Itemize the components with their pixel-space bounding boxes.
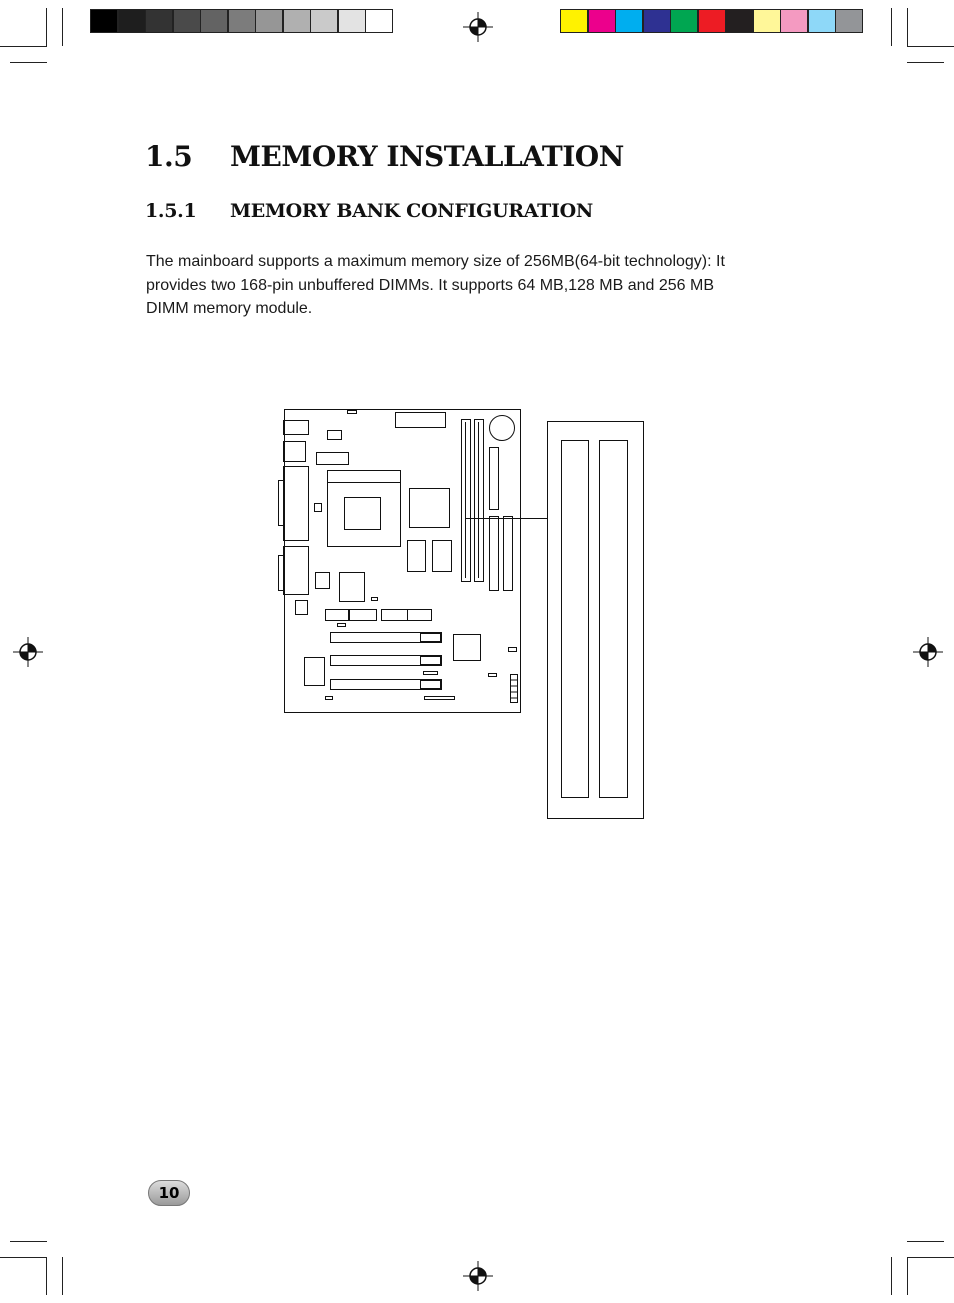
atx-power xyxy=(396,413,446,428)
color-swatch xyxy=(808,9,836,33)
south-bridge-chip xyxy=(454,635,481,661)
board-outline xyxy=(285,410,521,713)
parallel-port xyxy=(284,467,309,541)
color-swatch xyxy=(615,9,643,33)
color-swatch xyxy=(588,9,616,33)
color-swatch xyxy=(725,9,753,33)
color-swatch xyxy=(698,9,726,33)
color-swatch xyxy=(643,9,671,33)
grayscale-swatch xyxy=(283,9,311,33)
mainboard-diagram xyxy=(270,400,660,830)
grayscale-swatch xyxy=(173,9,201,33)
subsection-number: 1.5.1 xyxy=(145,200,197,222)
grayscale-swatch xyxy=(255,9,283,33)
registration-mark-top xyxy=(463,12,493,42)
subsection-title: MEMORY BANK CONFIGURATION xyxy=(230,200,593,222)
color-swatch xyxy=(835,9,863,33)
battery xyxy=(490,416,515,441)
color-swatch xyxy=(670,9,698,33)
section-title: MEMORY INSTALLATION xyxy=(230,140,624,173)
grayscale-swatch xyxy=(310,9,338,33)
color-swatch xyxy=(780,9,808,33)
color-swatch xyxy=(560,9,588,33)
grayscale-swatch xyxy=(200,9,228,33)
grayscale-swatch xyxy=(118,9,146,33)
grayscale-swatch xyxy=(338,9,366,33)
paragraph-line-3: DIMM memory module. xyxy=(146,300,313,317)
paragraph-line-1: The mainboard supports a maximum memory size of 256MB(64-bit technology): It xyxy=(146,253,725,270)
north-bridge-chip xyxy=(410,489,450,528)
grayscale-swatch xyxy=(90,9,118,33)
page-number-badge: 10 xyxy=(148,1180,190,1206)
usb-connector xyxy=(284,442,306,462)
enlarged-dimm-slot-1 xyxy=(562,441,589,798)
subsection-heading xyxy=(145,200,593,222)
section-heading xyxy=(145,140,624,173)
registration-mark-right xyxy=(913,637,943,667)
grayscale-swatch xyxy=(228,9,256,33)
grayscale-swatch xyxy=(145,9,173,33)
paragraph-line-2: provides two 168-pin unbuffered DIMMs. It supports 64 MB,128 MB and 256 MB xyxy=(146,276,714,294)
enlarged-dimm-slot-2 xyxy=(600,441,628,798)
ps2-connector xyxy=(284,421,309,435)
cpu-socket xyxy=(328,471,401,547)
registration-mark-bottom xyxy=(463,1261,493,1291)
section-number: 1.5 xyxy=(145,140,193,173)
serial-port xyxy=(284,547,309,595)
grayscale-swatch xyxy=(365,9,393,33)
color-swatch xyxy=(753,9,781,33)
body-paragraph xyxy=(146,250,806,321)
registration-mark-left xyxy=(13,637,43,667)
